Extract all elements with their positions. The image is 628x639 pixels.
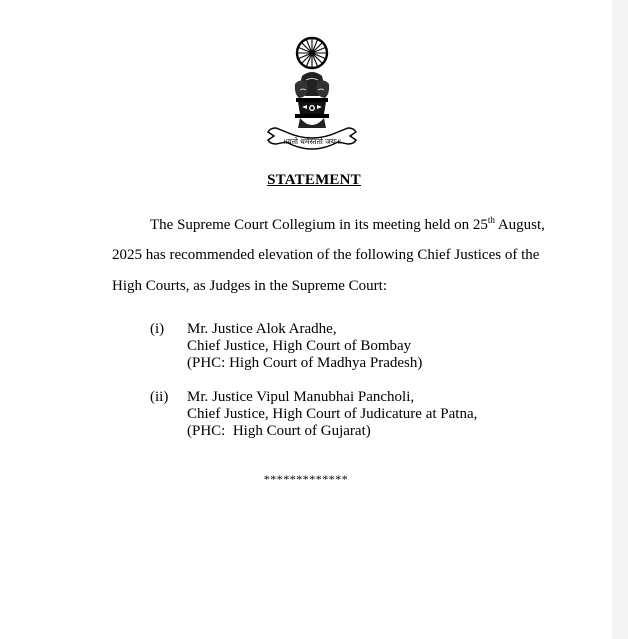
national-emblem-icon [262,34,362,162]
judge-name: Mr. Justice Vipul Manubhai Pancholi, [187,389,415,405]
paragraph-line-2: 2025 has recommended elevation of the following Chief Justices of the [112,247,540,263]
paragraph-line-3: High Courts, as Judges in the Supreme Court: [112,278,387,294]
date-suffix: th [487,215,495,225]
page-edge [612,0,628,639]
paragraph-line-1-text: The Supreme Court Collegium in its meeting held on 25 [150,217,488,233]
paragraph-line-1-end: August, [494,217,545,233]
motto-ribbon [268,128,356,149]
page-title: STATEMENT [267,172,361,188]
list-item-number: (ii) [150,389,169,405]
list-item-number: (i) [150,321,165,337]
paragraph-line-1 [150,215,590,233]
judge-parent-court: (PHC: High Court of Gujarat) [187,423,371,439]
judge-position: Chief Justice, High Court of Bombay [187,338,412,354]
lion-capital-icon [295,72,329,128]
emblem-motto: ॥यतो धर्मस्ततो जयः॥ [282,137,342,146]
judge-name: Mr. Justice Alok Aradhe, [187,321,337,337]
separator: ************* [263,472,349,486]
chakra-icon [297,38,327,68]
judge-parent-court: (PHC: High Court of Madhya Pradesh) [187,355,423,371]
judge-position: Chief Justice, High Court of Judicature at Patna, [187,406,478,422]
